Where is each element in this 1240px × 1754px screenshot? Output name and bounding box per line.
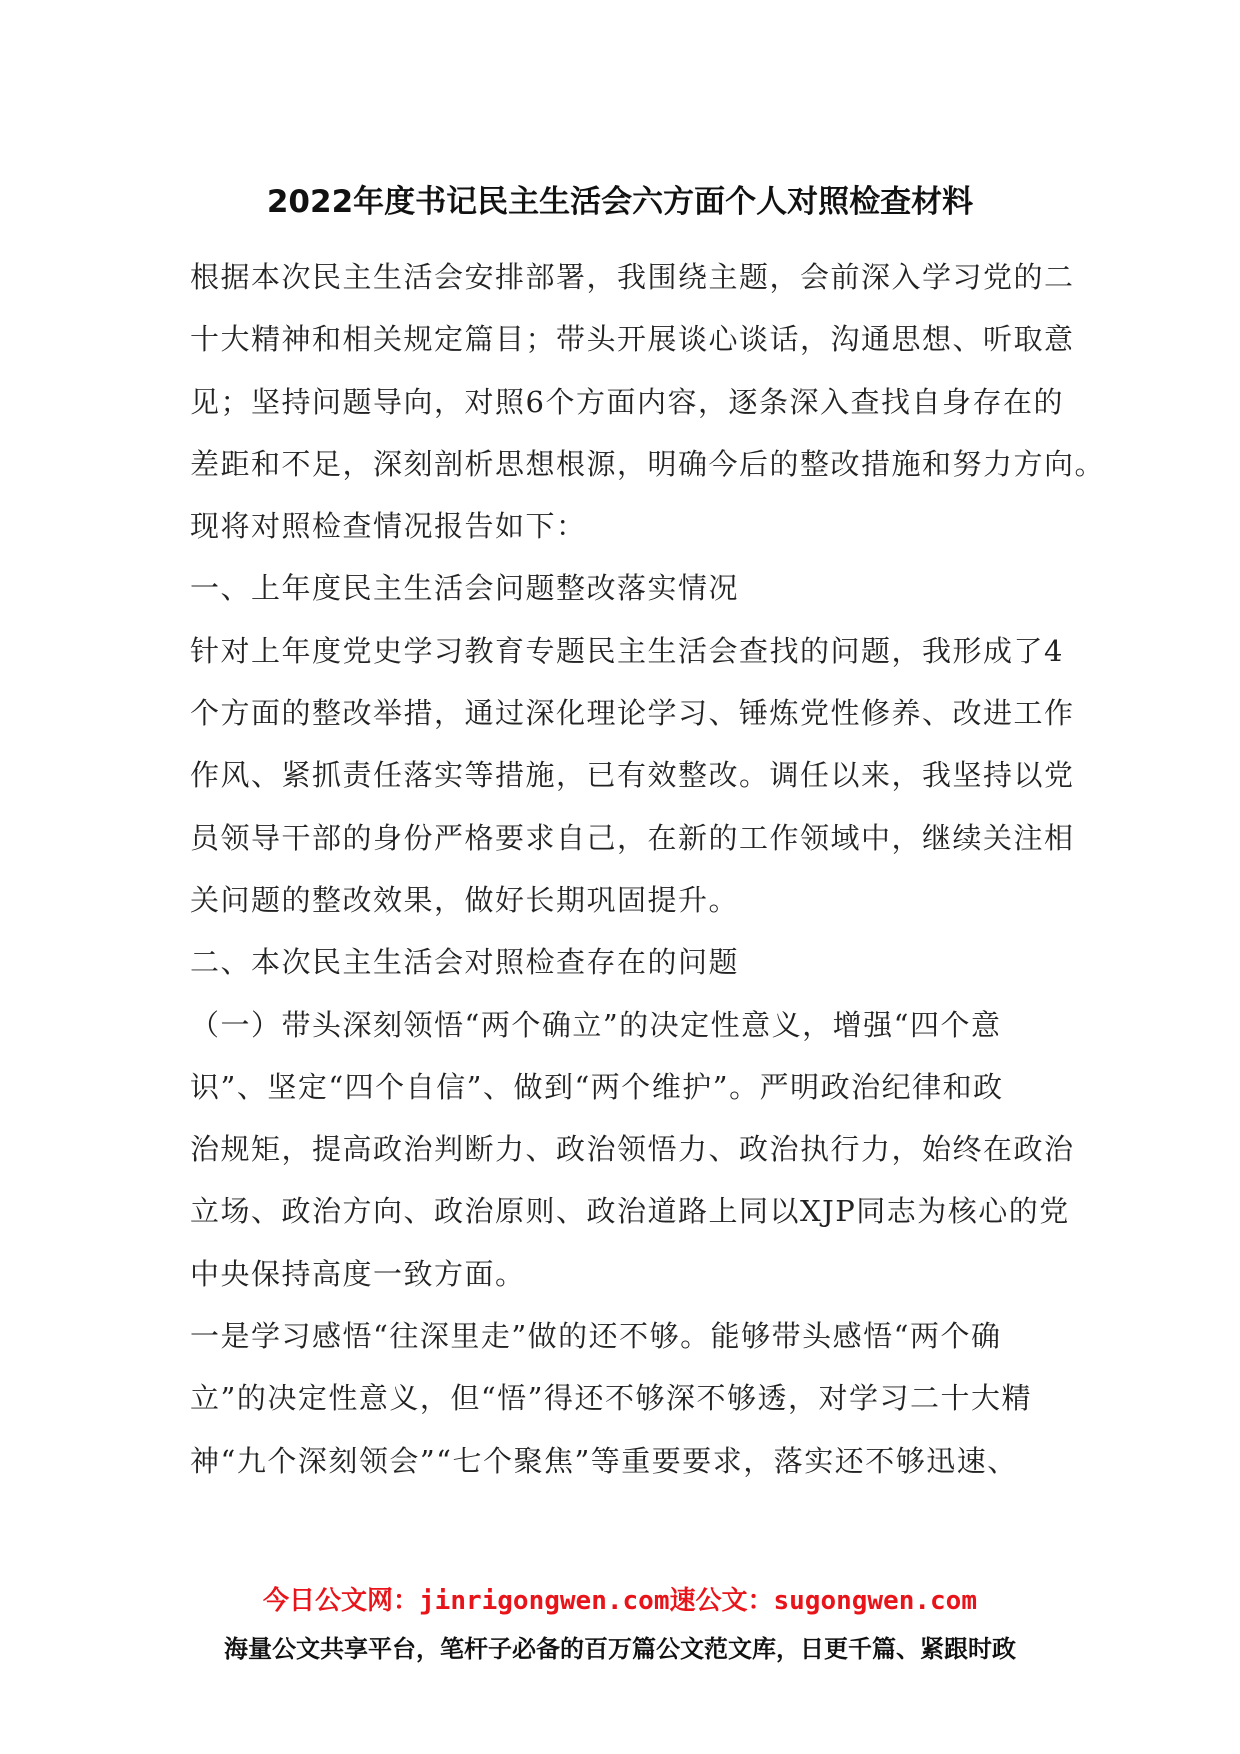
page-title: 2022年度书记民主生活会六方面个人对照检查材料 <box>266 184 974 220</box>
paragraph-line: 见；坚持问题导向，对照6个方面内容，逐条深入查找自身存在的 <box>190 384 1064 419</box>
paragraph-line: （一）带头深刻领悟“两个确立”的决定性意义，增强“四个意 <box>190 1007 1002 1042</box>
footer-site2-link[interactable]: sugongwen.com <box>773 1586 977 1616</box>
paragraph-line: 立”的决定性意义，但“悟”得还不够深不够透，对学习二十大精 <box>190 1381 1032 1416</box>
paragraph-line: 治规矩，提高政治判断力、政治领悟力、政治执行力，始终在政治 <box>190 1132 1075 1167</box>
paragraph-line: 神“九个深刻领会”“七个聚焦”等重要要求，落实还不够迅速、 <box>190 1443 1018 1478</box>
paragraph-line: 关问题的整改效果，做好长期巩固提升。 <box>190 882 740 917</box>
footer-site2-label: 速公文： <box>669 1586 774 1616</box>
footer-site1-link[interactable]: jinrigongwen.com <box>419 1586 670 1616</box>
paragraph-line: 针对上年度党史学习教育专题民主生活会查找的问题，我形成了4 <box>190 633 1064 668</box>
paragraph-line: 中央保持高度一致方面。 <box>190 1256 526 1291</box>
section-heading: 一、上年度民主生活会问题整改落实情况 <box>190 571 740 606</box>
paragraph-line: 识”、坚定“四个自信”、做到“两个维护”。严明政治纪律和政 <box>190 1069 1004 1104</box>
paragraph-line: 个方面的整改举措，通过深化理论学习、锤炼党性修养、改进工作 <box>190 696 1075 731</box>
paragraph-line: 立场、政治方向、政治原则、政治道路上同以XJP同志为核心的党 <box>190 1194 1070 1229</box>
footer-links <box>0 1584 1240 1618</box>
section-heading: 二、本次民主生活会对照检查存在的问题 <box>190 945 740 980</box>
paragraph-line: 员领导干部的身份严格要求自己，在新的工作领域中，继续关注相 <box>190 820 1075 855</box>
paragraph-line: 差距和不足，深刻剖析思想根源，明确今后的整改措施和努力方向。 <box>190 446 1106 481</box>
footer-slogan: 海量公文共享平台，笔杆子必备的百万篇公文范文库，日更千篇、紧跟时政 <box>224 1635 1016 1663</box>
paragraph-line: 一是学习感悟“往深里走”做的还不够。能够带头感悟“两个确 <box>190 1319 1002 1354</box>
paragraph-line: 作风、紧抓责任落实等措施，已有效整改。调任以来，我坚持以党 <box>190 758 1075 793</box>
paragraph-line: 根据本次民主生活会安排部署，我围绕主题，会前深入学习党的二 <box>190 260 1075 294</box>
footer-site1-label: 今日公文网： <box>263 1586 420 1616</box>
document-body <box>190 246 1106 1492</box>
paragraph-line: 现将对照检查情况报告如下： <box>190 509 587 544</box>
paragraph-line: 十大精神和相关规定篇目；带头开展谈心谈话，沟通思想、听取意 <box>190 322 1075 357</box>
